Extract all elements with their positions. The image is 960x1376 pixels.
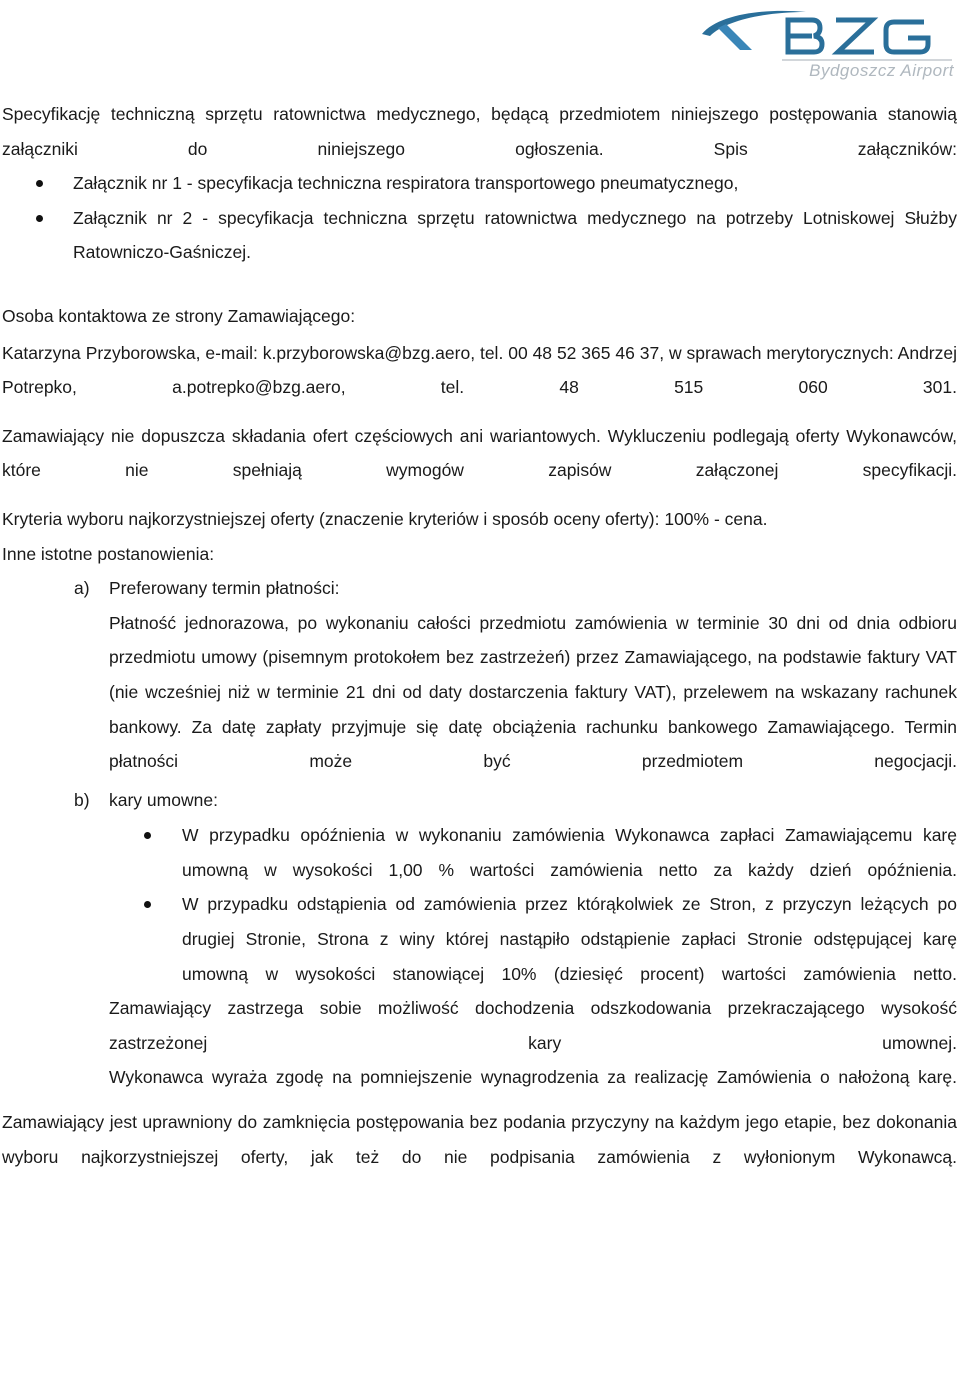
bzg-logo-graphic	[696, 4, 958, 80]
bzg-logo	[696, 4, 958, 80]
attachment-item	[2, 201, 957, 270]
penalty-text: W przypadku odstąpienia od zamówienia przez którąkolwiek ze Stron, z przyczyn leżących po drugiej Stronie, Strona z winy której nastąpiło odstąpienie zapłaci Stronie odstępującej karę umowną w wysokości stanowiącej 10% (dziesięć procent) wartości zamówienia netto.	[182, 894, 957, 984]
logo-subtitle: Bydgoszcz Airport	[809, 61, 954, 80]
provision-a-letter: a)	[74, 578, 90, 599]
logo-wing	[718, 24, 752, 50]
attachment-text: Załącznik nr 1 - specyfikacja techniczna respiratora transportowego pneumatycznego,	[73, 173, 739, 194]
criteria-paragraph: Kryteria wyboru najkorzystniejszej oferty (znaczenie kryteriów i sposób oceny oferty): 100% - cena.	[2, 508, 768, 529]
provision-a	[2, 571, 957, 606]
penalty-item	[2, 887, 957, 991]
provision-a-body: Płatność jednorazowa, po wykonaniu całości przedmiotu zamówienia w terminie 30 dni od dnia odbioru przedmiotu umowy (pisemnym protokołem bez zastrzeżeń) przez Zamawiającego, na podstawie faktury VAT (nie wcześniej niż w terminie 21 dni od daty dostarczenia faktury VAT), przelewem na wskazany rachunek bankowy. Za datę zapłaty przyjmuje się datę obciążenia rachunku bankowego Zamawiającego. Termin płatności może być przedmiotem negocjacji.	[109, 612, 957, 772]
bullet-icon	[36, 215, 43, 222]
closing-paragraph: Zamawiający jest uprawniony do zamknięcia postępowania bez podania przyczyny na każdym jego etapie, bez dokonania wyboru najkorzystniejszej oferty, jak też do nie podpisania zamówienia z wyłonionym Wykonawcą.	[2, 1112, 957, 1167]
other-provisions-heading: Inne istotne postanowienia:	[2, 543, 215, 564]
penalty-text: W przypadku opóźnienia w wykonaniu zamówienia Wykonawca zapłaci Zamawiającemu karę umowną w wysokości 1,00 % wartości zamówienia netto za każdy dzień opóźnienia.	[182, 825, 957, 880]
provision-b-letter: b)	[74, 789, 90, 810]
penalty-item	[2, 818, 957, 887]
contact-heading: Osoba kontaktowa ze strony Zamawiającego:	[2, 305, 356, 326]
attachment-text: Załącznik nr 2 - specyfikacja techniczna sprzętu ratownictwa medycznego na potrzeby Lotniskowej Służby Ratowniczo-Gaśniczej.	[73, 207, 957, 263]
attachments-list	[2, 166, 957, 270]
penalties-list	[2, 818, 957, 991]
provision-b	[2, 783, 957, 818]
intro-paragraph: Specyfikację techniczną sprzętu ratownictwa medycznego, będącą przedmiotem niniejszego postępowania stanowią załączniki do niniejszego ogłoszenia. Spis załączników:	[2, 104, 957, 159]
document-body	[2, 97, 957, 1174]
attachment-item	[2, 166, 957, 201]
provision-a-title: Preferowany termin płatności:	[109, 578, 340, 599]
bullet-icon	[36, 180, 43, 187]
bullet-icon	[144, 832, 151, 839]
partial-offers-paragraph: Zamawiający nie dopuszcza składania ofert częściowych ani wariantowych. Wykluczeniu podlegają oferty Wykonawców, które nie spełniają wymogów zapisów załączonej specyfikacji.	[2, 425, 957, 481]
provision-b-note-1: Zamawiający zastrzega sobie możliwość dochodzenia odszkodowania przekraczającego wysokość zastrzeżonej kary umownej.	[109, 998, 957, 1053]
logo-letters	[788, 20, 928, 52]
bullet-icon	[144, 901, 151, 908]
contact-details: Katarzyna Przyborowska, e-mail: k.przyborowska@bzg.aero, tel. 00 48 52 365 46 37, w sprawach merytorycznych: Andrzej Potrepko, a.potrepko@bzg.aero, tel. 48 515 060 301.	[2, 342, 957, 398]
provision-b-title: kary umowne:	[109, 789, 218, 810]
provision-b-note-2: Wykonawca wyraża zgodę na pomniejszenie wynagrodzenia za realizację Zamówienia o nałożoną karę.	[109, 1067, 957, 1088]
